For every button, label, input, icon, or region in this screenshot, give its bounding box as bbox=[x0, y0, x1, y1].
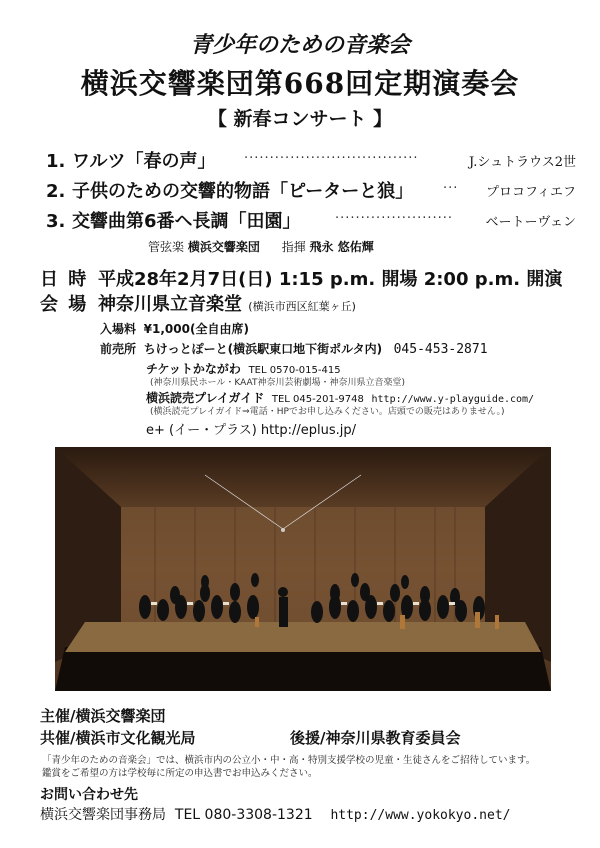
contact-label: お問い合わせ先 bbox=[40, 787, 138, 803]
contact-phone: TEL 080-3308-1321 bbox=[174, 807, 313, 823]
orchestra-photo bbox=[55, 447, 551, 691]
program-piece: 交響曲第6番ヘ長調「田園」 bbox=[72, 211, 301, 232]
program-number: 1. bbox=[46, 151, 66, 172]
outlet-name: チケットかながわ bbox=[146, 362, 241, 376]
host: 主催/横浜交響楽団 bbox=[40, 707, 166, 725]
orchestra-label: 管弦楽 bbox=[148, 240, 185, 254]
tickets-label: 前売所 bbox=[100, 342, 137, 356]
subtitle: 青少年のための音楽会 bbox=[189, 32, 410, 58]
outlet-note: (横浜読売プレイガイド⇒電話・HPでお申し込みください。店頭での販売はありません。) bbox=[150, 407, 505, 417]
program-composer: プロコフィエフ bbox=[486, 185, 576, 200]
conductor-name: 飛永 悠佑輝 bbox=[309, 240, 374, 254]
venue-label: 会 場 bbox=[40, 294, 89, 315]
admission bbox=[100, 320, 249, 337]
concert-title: 横浜交響楽団第668回定期演奏会 bbox=[80, 67, 520, 100]
program-item bbox=[46, 207, 576, 233]
program-piece: ワルツ「春の声」 bbox=[72, 151, 216, 172]
datetime-value: 平成28年2月7日(日) 1:15 p.m. 開場 2:00 p.m. 開演 bbox=[98, 269, 563, 290]
contact-line bbox=[40, 804, 510, 824]
ticket-outlet-1 bbox=[100, 340, 488, 357]
datetime-line bbox=[40, 265, 562, 291]
program-item bbox=[46, 147, 576, 173]
venue-address: (横浜市西区紅葉ヶ丘) bbox=[248, 300, 356, 313]
venue-line bbox=[40, 290, 356, 316]
program-number: 3. bbox=[46, 211, 66, 232]
outlet-note: (神奈川県民ホール・KAAT神奈川芸術劇場・神奈川県立音楽堂) bbox=[150, 378, 405, 388]
outlet-phone: 045-453-2871 bbox=[393, 342, 488, 357]
datetime-label: 日 時 bbox=[40, 269, 89, 290]
orchestra-name: 横浜交響楽団 bbox=[187, 240, 260, 254]
outlet-url[interactable]: http://www.y-playguide.com/ bbox=[371, 394, 535, 405]
program-composer: J.シュトラウス2世 bbox=[469, 155, 576, 170]
conductor-label: 指揮 bbox=[281, 240, 306, 254]
admission-label: 入場料 bbox=[100, 322, 137, 336]
leader-dots: ·································· bbox=[244, 151, 419, 166]
contact-url[interactable]: http://www.yokokyo.net/ bbox=[330, 808, 511, 823]
ticket-outlet-4: e+ (イー・プラス) http://eplus.jp/ bbox=[146, 423, 356, 438]
program-item bbox=[46, 177, 576, 203]
outlet-phone: TEL 0570-015-415 bbox=[248, 365, 341, 376]
admission-value: ¥1,000(全自由席) bbox=[143, 322, 249, 336]
program-number: 2. bbox=[46, 181, 66, 202]
orchestra-photo-graphic bbox=[55, 447, 551, 691]
performers bbox=[148, 238, 392, 255]
support: 後援/神奈川県教育委員会 bbox=[290, 729, 461, 747]
outlet-phone: TEL 045-201-9748 bbox=[271, 394, 364, 405]
outlet-name: 横浜読売プレイガイド bbox=[146, 391, 265, 405]
program-composer: ベートーヴェン bbox=[485, 215, 576, 230]
notice-line-1: 「青少年のための音楽会」では、横浜市内の公立小・中・高・特別支援学校の児童・生徒さんをご招待しています。 bbox=[42, 755, 536, 766]
cohost: 共催/横浜市文化観光局 bbox=[40, 729, 196, 747]
concert-subtitle: 【 新春コンサート 】 bbox=[207, 108, 393, 130]
leader-dots: ······················· bbox=[335, 211, 454, 226]
venue-name: 神奈川県立音楽堂 bbox=[98, 294, 242, 315]
program-piece: 子供のための交響的物語「ピーターと狼」 bbox=[72, 181, 414, 202]
leader-dots: ··· bbox=[443, 181, 459, 196]
outlet-name: ちけっとぽーと(横浜駅東口地下街ポルタ内) bbox=[143, 342, 383, 356]
notice-line-2: 鑑賞をご希望の方は学校毎に所定の申込書でお申込みください。 bbox=[42, 768, 318, 779]
contact-office: 横浜交響楽団事務局 bbox=[40, 807, 166, 823]
